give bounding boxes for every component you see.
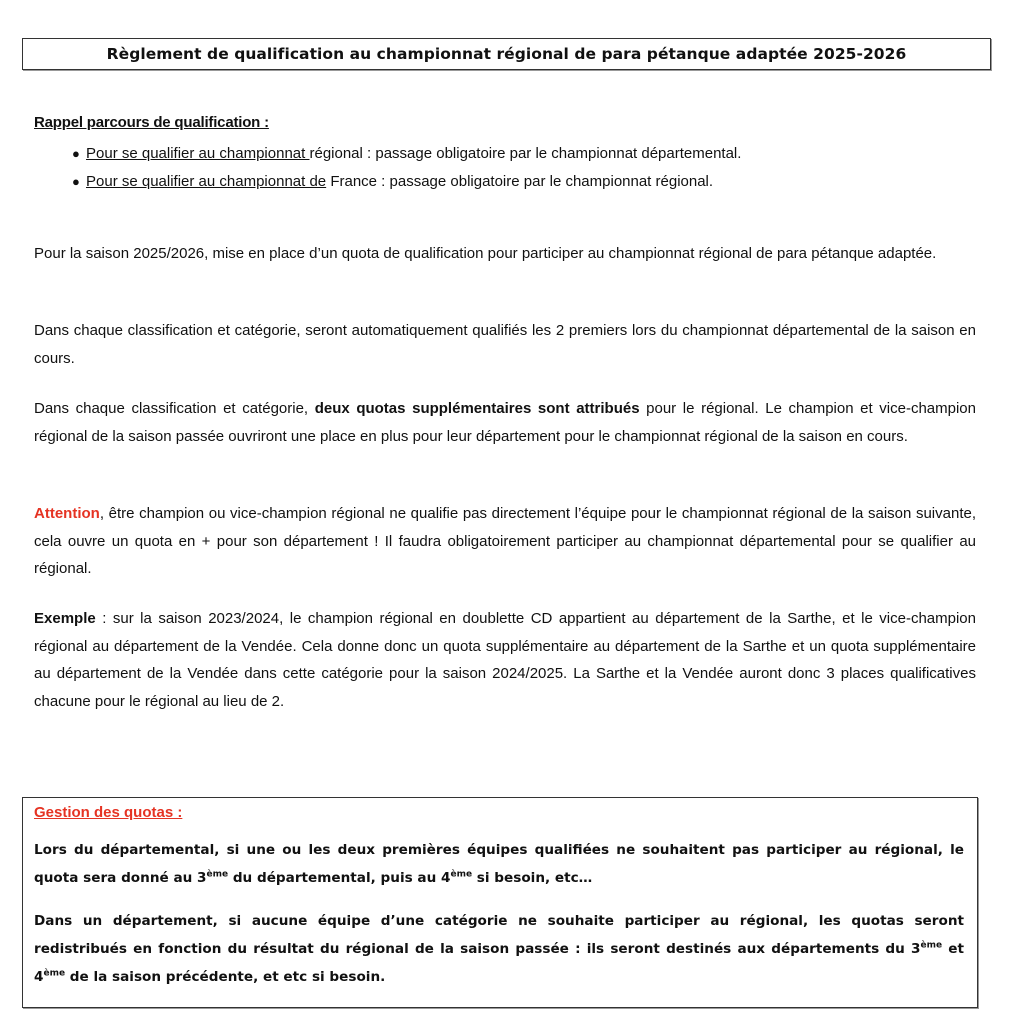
bold-text: deux quotas supplémentaires sont attribués (314, 400, 640, 417)
text: , être champion ou vice-champion régional ne qualifie pas directement l’équipe pour le championnat régional de la saison suivante, cela ouvre un quota en + pour son département ! Il faudra obligatoirement participer au championnat départemental pour se qualifier au régional. (34, 505, 976, 577)
text: et 4 (34, 941, 964, 985)
text: Lors du départemental, si une ou les deux premières équipes qualifiées ne souhaitent pas participer au régional, le quota sera donné au 3 (34, 842, 964, 886)
paragraph-example (34, 605, 976, 715)
bullet-icon: ● (72, 146, 80, 161)
text: : sur la saison 2023/2024, le champion régional en doublette CD appartient au département de la Sarthe, et le vice-champion régional au département de la Vendée. Cela donne donc un quota supplémentaire au département de la Sarthe et un quota supplémentaire au département de la Vendée dans cette catégorie pour la saison 2024/2025. La Sarthe et la Vendée auront donc 3 places qualificatives chacune pour le régional au lieu de 2. (34, 610, 976, 710)
example-label: Exemple (34, 610, 96, 627)
text: si besoin, etc… (472, 870, 593, 886)
bullet-underlined-text: Pour se qualifier au championnat (86, 145, 310, 162)
bullet-icon: ● (72, 174, 80, 189)
bullet-underlined-text: Pour se qualifier au championnat de (86, 173, 327, 190)
text: de la saison précédente, et etc si besoin. (65, 969, 386, 985)
quota-management-box (22, 797, 978, 1008)
document-title: Règlement de qualification au championnat régional de para pétanque adaptée 2025-2026 (106, 45, 907, 63)
paragraph-extra-quotas (34, 395, 976, 450)
text: pour le régional. Le champion et vice-champion régional de la saison passée ouvriront une place en plus pour leur département pour le championnat régional de la saison en cours. (34, 400, 976, 445)
quota-paragraph-departmental (34, 836, 964, 892)
attention-label: Attention (34, 505, 100, 522)
bullet-text: régional : passage obligatoire par le championnat départemental. (309, 145, 742, 162)
bullet-text: France : passage obligatoire par le championnat régional. (326, 173, 714, 190)
quota-paragraph-redistribution (34, 907, 964, 991)
bullet-item-regional (34, 140, 974, 168)
text: Dans un département, si aucune équipe d’une catégorie ne souhaite participer au régional, les quotas seront redistribués en fonction du résultat du régional de la saison passée : ils seront destinés aux départements du 3 (34, 913, 964, 957)
paragraph-attention (34, 500, 976, 583)
rappel-heading: Rappel parcours de qualification : (34, 114, 269, 131)
superscript: ème (43, 968, 66, 979)
bullet-item-france (34, 168, 974, 196)
text: du départemental, puis au 4 (228, 870, 451, 886)
title-box (22, 38, 991, 70)
text: Dans chaque classification et catégorie, (34, 400, 315, 417)
superscript: ème (450, 869, 473, 880)
rappel-bullet-list (34, 140, 974, 196)
superscript: ème (206, 869, 229, 880)
paragraph-automatic-qualification: Dans chaque classification et catégorie, seront automatiquement qualifiés les 2 premiers lors du championnat départemental de la saison en cours. (34, 322, 976, 367)
quota-heading: Gestion des quotas : (34, 804, 183, 821)
superscript: ème (920, 940, 943, 951)
paragraph-quota-intro: Pour la saison 2025/2026, mise en place d’un quota de qualification pour participer au championnat régional de para pétanque adaptée. (34, 245, 937, 262)
